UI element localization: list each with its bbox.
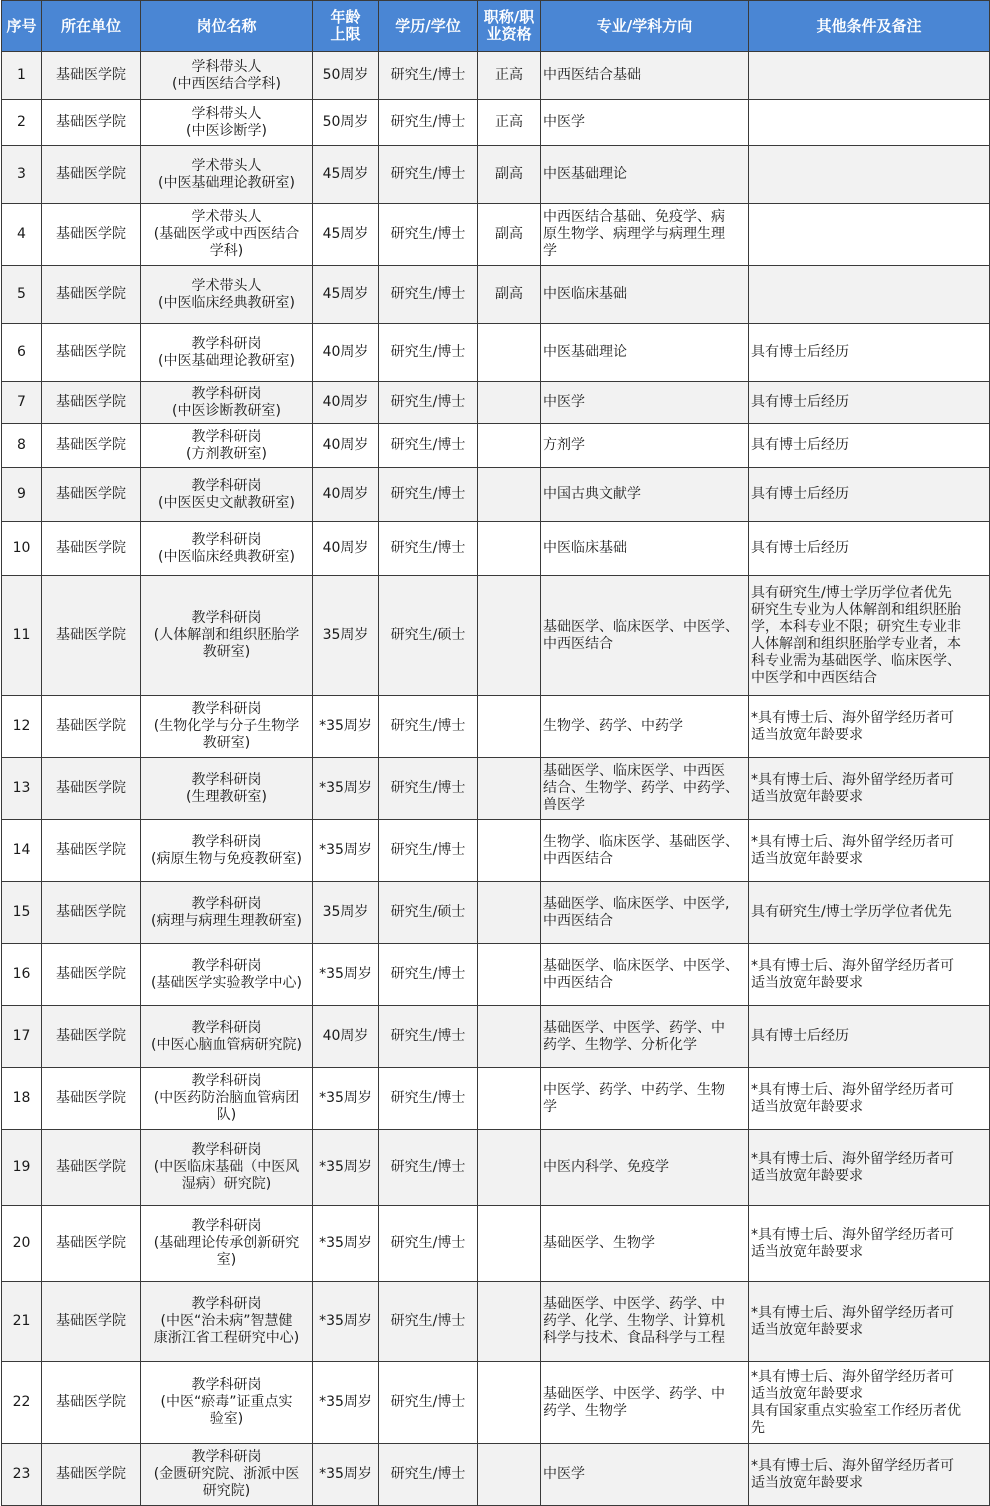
note-cell [749, 100, 990, 146]
major-cell: 基础医学、生物学 [541, 1206, 749, 1282]
table-row [2, 100, 990, 146]
major-cell: 中西医结合基础 [541, 52, 749, 100]
row-number: 14 [2, 820, 42, 882]
note-cell [749, 204, 990, 266]
age-limit-cell: 40周岁 [313, 1006, 379, 1068]
table-row [2, 758, 990, 820]
table-row [2, 52, 990, 100]
row-number: 1 [2, 52, 42, 100]
major-cell: 基础医学、临床医学、中医学, 中西医结合 [541, 882, 749, 944]
unit-cell: 基础医学院 [42, 758, 141, 820]
note-cell: 具有博士后经历 [749, 468, 990, 522]
unit-cell: 基础医学院 [42, 100, 141, 146]
post-name-cell: 学术带头人 (基础医学或中西医结合 学科) [141, 204, 313, 266]
post-name-cell: 教学科研岗 (中医临床基础（中医风 湿病）研究院) [141, 1130, 313, 1206]
header-title: 职称/职 业资格 [478, 1, 541, 52]
education-cell: 研究生/博士 [379, 1130, 478, 1206]
major-cell: 基础医学、中医学、药学、中 药学、生物学 [541, 1362, 749, 1444]
table-header-row [2, 1, 990, 52]
table-row [2, 1282, 990, 1362]
education-cell: 研究生/博士 [379, 522, 478, 576]
unit-cell: 基础医学院 [42, 1444, 141, 1506]
note-cell: 具有博士后经历 [749, 522, 990, 576]
row-number: 22 [2, 1362, 42, 1444]
unit-cell: 基础医学院 [42, 1068, 141, 1130]
education-cell: 研究生/博士 [379, 468, 478, 522]
header-major: 专业/学科方向 [541, 1, 749, 52]
header-unit: 所在单位 [42, 1, 141, 52]
row-number: 2 [2, 100, 42, 146]
title-cell: 副高 [478, 266, 541, 324]
header-education: 学历/学位 [379, 1, 478, 52]
major-cell: 中医临床基础 [541, 266, 749, 324]
post-name-cell: 教学科研岗 (生物化学与分子生物学 教研室) [141, 696, 313, 758]
table-row [2, 944, 990, 1006]
post-name-cell: 教学科研岗 (中医诊断教研室) [141, 382, 313, 424]
age-limit-cell: *35周岁 [313, 944, 379, 1006]
unit-cell: 基础医学院 [42, 522, 141, 576]
unit-cell: 基础医学院 [42, 1206, 141, 1282]
note-cell: 具有研究生/博士学历学位者优先 研究生专业为人体解剖和组织胚胎 学，本科专业不限；研究生专业非 人体解剖和组织胚胎学专业者，本 科专业需为基础医学、临床医学、 中医学和中西医结合 [749, 576, 990, 696]
post-name-cell: 学术带头人 (中医基础理论教研室) [141, 146, 313, 204]
education-cell: 研究生/博士 [379, 944, 478, 1006]
recruitment-table [1, 0, 990, 1506]
table-row [2, 1130, 990, 1206]
note-cell: *具有博士后、海外留学经历者可 适当放宽年龄要求 [749, 758, 990, 820]
title-cell [478, 522, 541, 576]
note-cell [749, 146, 990, 204]
education-cell: 研究生/博士 [379, 324, 478, 382]
note-cell [749, 266, 990, 324]
table-row [2, 266, 990, 324]
education-cell: 研究生/博士 [379, 820, 478, 882]
header-age: 年龄 上限 [313, 1, 379, 52]
unit-cell: 基础医学院 [42, 820, 141, 882]
post-name-cell: 教学科研岗 (基础理论传承创新研究 室) [141, 1206, 313, 1282]
education-cell: 研究生/博士 [379, 1206, 478, 1282]
title-cell [478, 820, 541, 882]
table-row [2, 1444, 990, 1506]
row-number: 12 [2, 696, 42, 758]
table-row [2, 820, 990, 882]
major-cell: 基础医学、临床医学、中西医 结合、生物学、药学、中药学、 兽医学 [541, 758, 749, 820]
row-number: 21 [2, 1282, 42, 1362]
unit-cell: 基础医学院 [42, 468, 141, 522]
table-row [2, 324, 990, 382]
major-cell: 中医基础理论 [541, 146, 749, 204]
table-row [2, 1068, 990, 1130]
title-cell [478, 468, 541, 522]
age-limit-cell: *35周岁 [313, 1206, 379, 1282]
major-cell: 方剂学 [541, 424, 749, 468]
major-cell: 中医学 [541, 100, 749, 146]
education-cell: 研究生/硕士 [379, 576, 478, 696]
unit-cell: 基础医学院 [42, 1282, 141, 1362]
note-cell: *具有博士后、海外留学经历者可 适当放宽年龄要求 具有国家重点实验室工作经历者优 先 [749, 1362, 990, 1444]
education-cell: 研究生/博士 [379, 382, 478, 424]
education-cell: 研究生/博士 [379, 204, 478, 266]
row-number: 16 [2, 944, 42, 1006]
age-limit-cell: 35周岁 [313, 576, 379, 696]
title-cell [478, 1444, 541, 1506]
major-cell: 中医基础理论 [541, 324, 749, 382]
note-cell: 具有博士后经历 [749, 424, 990, 468]
age-limit-cell: *35周岁 [313, 1130, 379, 1206]
row-number: 4 [2, 204, 42, 266]
major-cell: 中医学 [541, 1444, 749, 1506]
education-cell: 研究生/博士 [379, 1006, 478, 1068]
title-cell: 正高 [478, 100, 541, 146]
major-cell: 中医临床基础 [541, 522, 749, 576]
unit-cell: 基础医学院 [42, 1362, 141, 1444]
unit-cell: 基础医学院 [42, 382, 141, 424]
unit-cell: 基础医学院 [42, 1130, 141, 1206]
post-name-cell: 教学科研岗 (中医基础理论教研室) [141, 324, 313, 382]
note-cell: *具有博士后、海外留学经历者可 适当放宽年龄要求 [749, 944, 990, 1006]
row-number: 17 [2, 1006, 42, 1068]
row-number: 10 [2, 522, 42, 576]
row-number: 13 [2, 758, 42, 820]
age-limit-cell: 35周岁 [313, 882, 379, 944]
education-cell: 研究生/博士 [379, 146, 478, 204]
age-limit-cell: *35周岁 [313, 696, 379, 758]
post-name-cell: 教学科研岗 (金匮研究院、浙派中医 研究院) [141, 1444, 313, 1506]
education-cell: 研究生/博士 [379, 1362, 478, 1444]
row-number: 18 [2, 1068, 42, 1130]
header-post: 岗位名称 [141, 1, 313, 52]
post-name-cell: 教学科研岗 (中医临床经典教研室) [141, 522, 313, 576]
major-cell: 中医学、药学、中药学、生物 学 [541, 1068, 749, 1130]
title-cell [478, 944, 541, 1006]
row-number: 3 [2, 146, 42, 204]
unit-cell: 基础医学院 [42, 696, 141, 758]
major-cell: 中西医结合基础、免疫学、病 原生物学、病理学与病理生理 学 [541, 204, 749, 266]
education-cell: 研究生/博士 [379, 52, 478, 100]
post-name-cell: 教学科研岗 (生理教研室) [141, 758, 313, 820]
title-cell [478, 382, 541, 424]
post-name-cell: 教学科研岗 (中医医史文献教研室) [141, 468, 313, 522]
note-cell: *具有博士后、海外留学经历者可 适当放宽年龄要求 [749, 1068, 990, 1130]
table-row [2, 1206, 990, 1282]
note-cell: 具有博士后经历 [749, 1006, 990, 1068]
post-name-cell: 教学科研岗 (方剂教研室) [141, 424, 313, 468]
age-limit-cell: *35周岁 [313, 820, 379, 882]
table-row [2, 522, 990, 576]
title-cell [478, 882, 541, 944]
unit-cell: 基础医学院 [42, 944, 141, 1006]
major-cell: 中国古典文献学 [541, 468, 749, 522]
age-limit-cell: *35周岁 [313, 1282, 379, 1362]
age-limit-cell: 40周岁 [313, 522, 379, 576]
table-row [2, 424, 990, 468]
unit-cell: 基础医学院 [42, 324, 141, 382]
row-number: 19 [2, 1130, 42, 1206]
table-row [2, 204, 990, 266]
unit-cell: 基础医学院 [42, 204, 141, 266]
unit-cell: 基础医学院 [42, 1006, 141, 1068]
post-name-cell: 教学科研岗 (中医“治未病”智慧健 康浙江省工程研究中心) [141, 1282, 313, 1362]
table-row [2, 882, 990, 944]
title-cell [478, 1206, 541, 1282]
row-number: 9 [2, 468, 42, 522]
post-name-cell: 教学科研岗 (中医药防治脑血管病团 队) [141, 1068, 313, 1130]
title-cell [478, 1006, 541, 1068]
unit-cell: 基础医学院 [42, 424, 141, 468]
post-name-cell: 教学科研岗 (中医心脑血管病研究院) [141, 1006, 313, 1068]
major-cell: 基础医学、临床医学、中医学、 中西医结合 [541, 944, 749, 1006]
table-row [2, 146, 990, 204]
major-cell: 中医学 [541, 382, 749, 424]
post-name-cell: 教学科研岗 (人体解剖和组织胚胎学 教研室) [141, 576, 313, 696]
education-cell: 研究生/硕士 [379, 882, 478, 944]
education-cell: 研究生/博士 [379, 1068, 478, 1130]
table-row [2, 1006, 990, 1068]
row-number: 7 [2, 382, 42, 424]
title-cell [478, 424, 541, 468]
row-number: 5 [2, 266, 42, 324]
age-limit-cell: *35周岁 [313, 1444, 379, 1506]
title-cell: 副高 [478, 146, 541, 204]
title-cell: 正高 [478, 52, 541, 100]
header-no: 序号 [2, 1, 42, 52]
title-cell [478, 1130, 541, 1206]
education-cell: 研究生/博士 [379, 266, 478, 324]
post-name-cell: 教学科研岗 (病理与病理生理教研室) [141, 882, 313, 944]
row-number: 20 [2, 1206, 42, 1282]
note-cell [749, 52, 990, 100]
major-cell: 生物学、药学、中药学 [541, 696, 749, 758]
title-cell [478, 324, 541, 382]
title-cell: 副高 [478, 204, 541, 266]
age-limit-cell: *35周岁 [313, 758, 379, 820]
title-cell [478, 758, 541, 820]
education-cell: 研究生/博士 [379, 100, 478, 146]
major-cell: 基础医学、中医学、药学、中 药学、化学、生物学、计算机 科学与技术、食品科学与工程 [541, 1282, 749, 1362]
note-cell: 具有博士后经历 [749, 382, 990, 424]
row-number: 11 [2, 576, 42, 696]
major-cell: 基础医学、中医学、药学、中 药学、生物学、分析化学 [541, 1006, 749, 1068]
age-limit-cell: *35周岁 [313, 1068, 379, 1130]
age-limit-cell: 40周岁 [313, 424, 379, 468]
education-cell: 研究生/博士 [379, 696, 478, 758]
title-cell [478, 1282, 541, 1362]
age-limit-cell: *35周岁 [313, 1362, 379, 1444]
age-limit-cell: 45周岁 [313, 146, 379, 204]
post-name-cell: 学科带头人 (中医诊断学) [141, 100, 313, 146]
note-cell: 具有博士后经历 [749, 324, 990, 382]
education-cell: 研究生/博士 [379, 1444, 478, 1506]
row-number: 15 [2, 882, 42, 944]
major-cell: 基础医学、临床医学、中医学、 中西医结合 [541, 576, 749, 696]
table-row [2, 382, 990, 424]
age-limit-cell: 50周岁 [313, 52, 379, 100]
age-limit-cell: 45周岁 [313, 266, 379, 324]
title-cell [478, 1362, 541, 1444]
post-name-cell: 学术带头人 (中医临床经典教研室) [141, 266, 313, 324]
unit-cell: 基础医学院 [42, 52, 141, 100]
post-name-cell: 教学科研岗 (基础医学实验教学中心) [141, 944, 313, 1006]
major-cell: 中医内科学、免疫学 [541, 1130, 749, 1206]
row-number: 23 [2, 1444, 42, 1506]
post-name-cell: 教学科研岗 (中医“瘀毒”证重点实 验室) [141, 1362, 313, 1444]
note-cell: *具有博士后、海外留学经历者可 适当放宽年龄要求 [749, 1444, 990, 1506]
age-limit-cell: 50周岁 [313, 100, 379, 146]
note-cell: *具有博士后、海外留学经历者可 适当放宽年龄要求 [749, 696, 990, 758]
education-cell: 研究生/博士 [379, 758, 478, 820]
unit-cell: 基础医学院 [42, 576, 141, 696]
note-cell: *具有博士后、海外留学经历者可 适当放宽年龄要求 [749, 1206, 990, 1282]
post-name-cell: 学科带头人 (中西医结合学科) [141, 52, 313, 100]
table-row [2, 576, 990, 696]
note-cell: *具有博士后、海外留学经历者可 适当放宽年龄要求 [749, 1130, 990, 1206]
row-number: 6 [2, 324, 42, 382]
unit-cell: 基础医学院 [42, 266, 141, 324]
post-name-cell: 教学科研岗 (病原生物与免疫教研室) [141, 820, 313, 882]
table-row [2, 696, 990, 758]
title-cell [478, 576, 541, 696]
table-row [2, 1362, 990, 1444]
age-limit-cell: 40周岁 [313, 468, 379, 522]
header-note: 其他条件及备注 [749, 1, 990, 52]
age-limit-cell: 40周岁 [313, 382, 379, 424]
education-cell: 研究生/博士 [379, 1282, 478, 1362]
unit-cell: 基础医学院 [42, 146, 141, 204]
row-number: 8 [2, 424, 42, 468]
table-row [2, 468, 990, 522]
title-cell [478, 1068, 541, 1130]
title-cell [478, 696, 541, 758]
age-limit-cell: 45周岁 [313, 204, 379, 266]
unit-cell: 基础医学院 [42, 882, 141, 944]
note-cell: 具有研究生/博士学历学位者优先 [749, 882, 990, 944]
age-limit-cell: 40周岁 [313, 324, 379, 382]
education-cell: 研究生/博士 [379, 424, 478, 468]
note-cell: *具有博士后、海外留学经历者可 适当放宽年龄要求 [749, 1282, 990, 1362]
major-cell: 生物学、临床医学、基础医学、 中西医结合 [541, 820, 749, 882]
note-cell: *具有博士后、海外留学经历者可 适当放宽年龄要求 [749, 820, 990, 882]
